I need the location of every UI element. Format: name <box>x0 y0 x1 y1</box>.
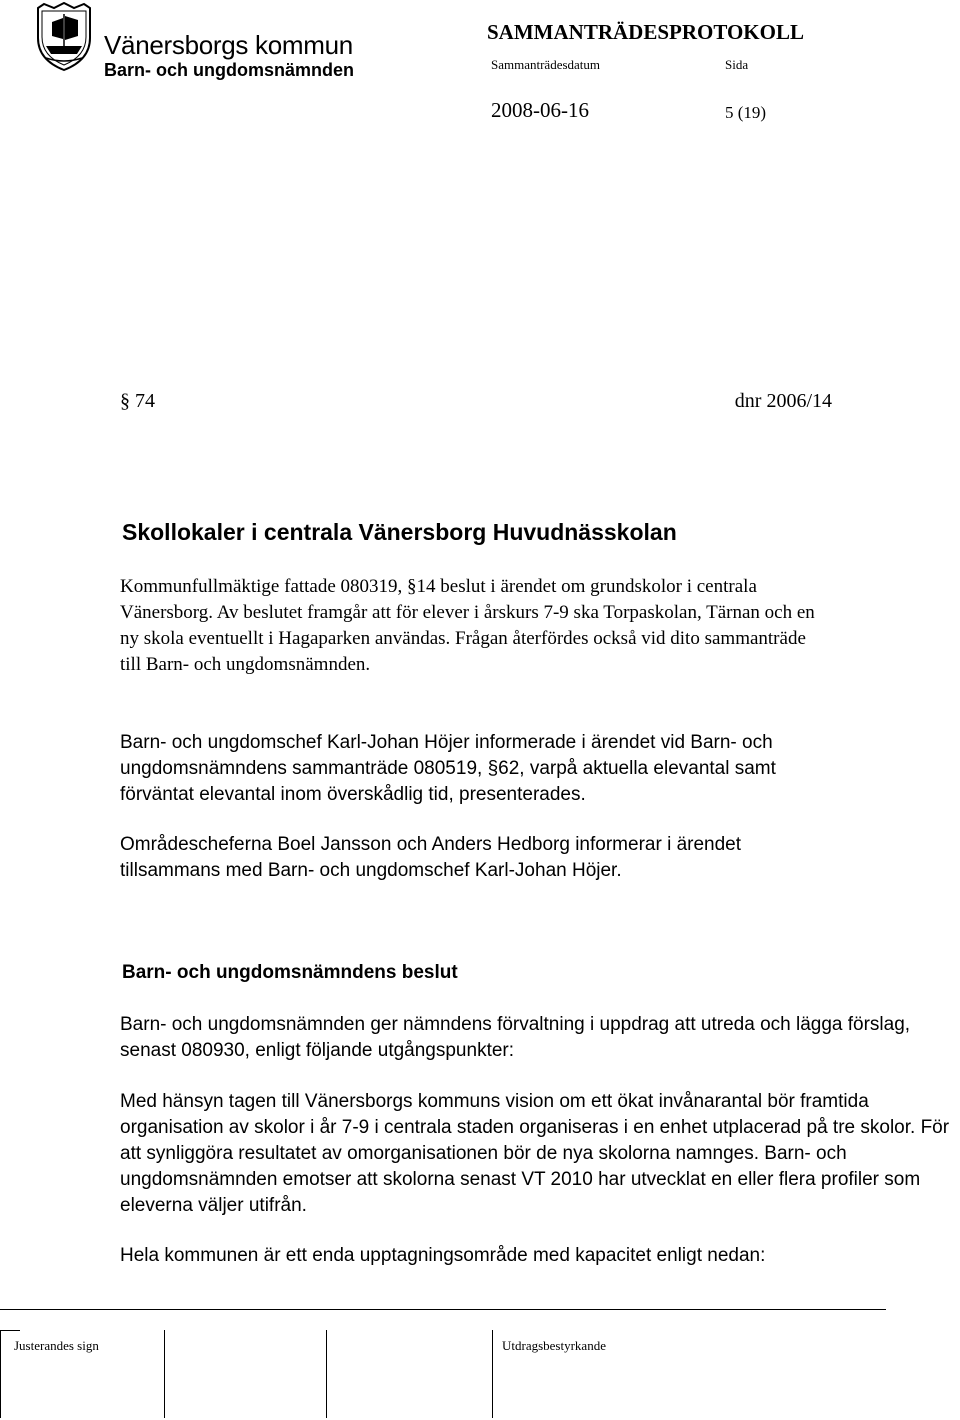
decision-paragraph: Med hänsyn tagen till Vänersborgs kommuns vision om ett ökat invånarantal bör framtida organisation av skolor i år 7-9 i centrala staden organiseras i en enhet utplacerad på tre skolor. För att synliggöra resultatet av omorganisationen bör de nya skolorna namnges. Barn- och ungdomsnämnden emotser att skolorna senast VT 2010 har utvecklat en eller flera profiler som eleverna väljer utifrån. <box>120 1091 950 1216</box>
signature-box-divider <box>164 1330 165 1418</box>
decision-paragraph: Barn- och ungdomsnämnden ger nämndens förvaltning i uppdrag att utreda och lägga förslag, senast 080930, enligt följande utgångspunkter: <box>120 1014 911 1061</box>
organization-name: Vänersborgs kommun <box>104 30 353 60</box>
section-number: § 74 <box>120 390 155 412</box>
signature-box-divider <box>492 1330 493 1418</box>
footer-divider-short <box>0 1330 20 1331</box>
decision-paragraph: Hela kommunen är ett enda upptagningsområde med kapacitet enligt nedan: <box>120 1245 766 1266</box>
diary-number: dnr 2006/14 <box>734 390 832 412</box>
committee-name: Barn- och ungdomsnämnden <box>104 60 355 80</box>
ship-crest-icon <box>34 2 94 72</box>
page-label: Sida <box>725 57 749 72</box>
excerpt-certification-label: Utdragsbestyrkande <box>502 1338 606 1353</box>
decision-heading: Barn- och ungdomsnämndens beslut <box>122 962 458 983</box>
document-type-title: SAMMANTRÄDESPROTOKOLL <box>487 20 804 44</box>
meeting-date: 2008-06-16 <box>491 98 589 122</box>
body-paragraph: Barn- och ungdomschef Karl-Johan Höjer informerade i ärendet vid Barn- och ungdomsnämndens sammanträde 080519, §62, varpå aktuella elevantal samt förväntat elevantal inom överskådlig tid, presenterades. <box>120 732 776 805</box>
footer-divider <box>0 1309 886 1310</box>
body-paragraph: Kommunfullmäktige fattade 080319, §14 beslut i ärendet om grundskolor i centrala Vänersborg. Av beslutet framgår att för elever i årskurs 7-9 ska Torpaskolan, Tärnan och en ny skola eventuellt i Hagaparken användas. Frågan återfördes också vid dito sammanträde till Barn- och ungdomsnämnden. <box>120 576 815 675</box>
page-number: 5 (19) <box>725 103 767 122</box>
signature-label: Justerandes sign <box>14 1338 99 1353</box>
matter-title: Skollokaler i centrala Vänersborg Huvudnässkolan <box>122 519 677 545</box>
meeting-date-label: Sammanträdesdatum <box>491 57 601 72</box>
body-paragraph: Områdescheferna Boel Jansson och Anders Hedborg informerar i ärendet tillsammans med Barn- och ungdomschef Karl-Johan Höjer. <box>120 834 742 881</box>
signature-box-divider <box>0 1330 1 1418</box>
signature-box-divider <box>326 1330 327 1418</box>
